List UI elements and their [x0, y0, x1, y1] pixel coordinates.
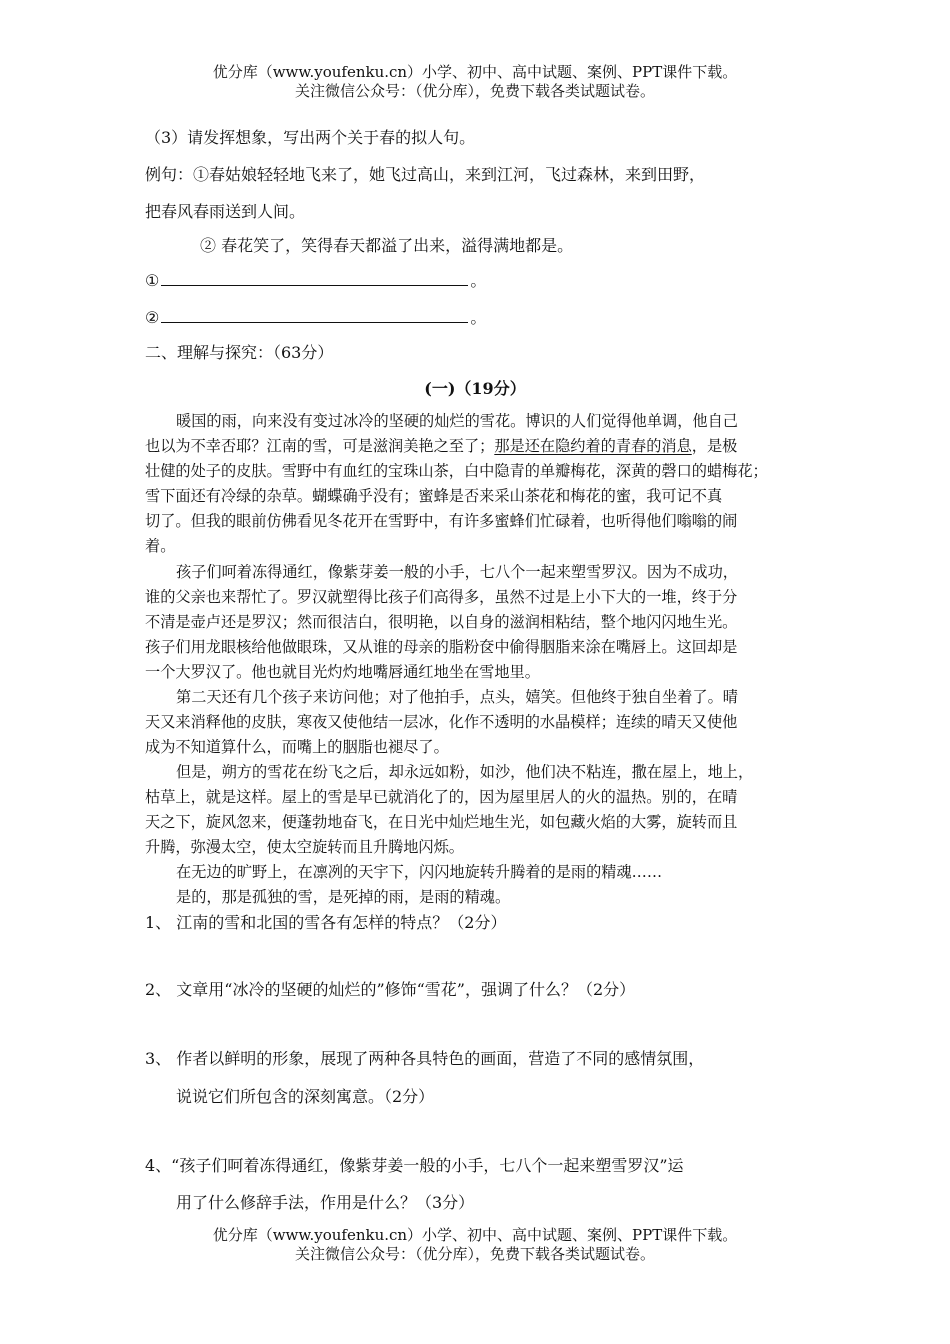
passage-line: 雪下面还有冷绿的杂草。蝴蝶确乎没有；蜜蜂是否来采山茶花和梅花的蜜，我可记不真	[145, 487, 723, 505]
task3-example-line-2: 把春风春雨送到人间。	[145, 202, 306, 221]
blank-1-label: ①	[145, 271, 160, 290]
question-2: 2、 文章用“冰冷的坚硬的灿烂的”修饰“雪花”，强调了什么？（2分）	[145, 980, 636, 999]
question-1: 1、 江南的雪和北国的雪各有怎样的特点？（2分）	[145, 913, 507, 932]
question-3-line-2: 说说它们所包含的深刻寓意。（2分）	[176, 1087, 435, 1106]
passage-line: 不清是壶卢还是罗汉；然而很洁白，很明艳，以自身的滋润相粘结，整个地闪闪地生光。	[145, 613, 738, 631]
page-footer	[0, 1226, 950, 1264]
underlined-phrase: 那是还在隐约着的青春的消息	[494, 437, 692, 455]
passage-line: 但是，朔方的雪花在纷飞之后，却永远如粉，如沙，他们决不粘连，撒在屋上，地上，	[176, 763, 754, 781]
question-4-line-1: 4、“孩子们呵着冻得通红，像紫芽姜一般的小手，七八个一起来塑雪罗汉”运	[145, 1156, 684, 1175]
passage-line: 是的，那是孤独的雪，是死掉的雨，是雨的精魂。	[176, 888, 511, 906]
task3-prompt: （3）请发挥想象，写出两个关于春的拟人句。	[145, 128, 476, 147]
passage-line: 壮健的处子的皮肤。雪野中有血红的宝珠山茶，白中隐青的单瓣梅花，深黄的磬口的蜡梅花；	[145, 462, 768, 480]
passage-line: 成为不知道算什么，而嘴上的胭脂也褪尽了。	[145, 738, 449, 756]
header-line-2: 关注微信公众号：（优分库），免费下载各类试题试卷。	[294, 82, 655, 100]
passage-line: 一个大罗汉了。他也就目光灼灼地嘴唇通红地坐在雪地里。	[145, 663, 540, 681]
question-4-line-2: 用了什么修辞手法，作用是什么？（3分）	[176, 1193, 475, 1212]
blank-2-line[interactable]	[161, 308, 468, 323]
header-line-1: 优分库（www.youfenku.cn）小学、初中、高中试题、案例、PPT课件下载。	[212, 63, 738, 81]
passage-line: 天又来消释他的皮肤，寒夜又使他结一层冰，化作不透明的水晶模样；连续的晴天又使他	[145, 713, 738, 731]
section-2-title: 二、理解与探究：（63分）	[145, 343, 334, 362]
blank-2-label: ②	[145, 308, 160, 327]
answer-blank-2[interactable]	[145, 305, 486, 328]
passage-text: ，是极	[691, 437, 738, 455]
passage-line: 谁的父亲也来帮忙了。罗汉就塑得比孩子们高得多，虽然不过是上小下大的一堆，终于分	[145, 588, 738, 606]
passage-line: 在无边的旷野上，在凛冽的天宇下，闪闪地旋转升腾着的是雨的精魂……	[176, 863, 662, 881]
passage-line: 暖国的雨，向来没有变过冰冷的坚硬的灿烂的雪花。博识的人们觉得他单调，他自己	[176, 412, 738, 430]
answer-blank-1[interactable]	[145, 268, 486, 291]
blank-2-end: 。	[470, 308, 487, 327]
passage-line: 枯草上，就是这样。屋上的雪是早已就消化了的，因为屋里居人的火的温热。别的，在晴	[145, 788, 738, 806]
passage-line: 着。	[145, 537, 176, 555]
passage-line: 孩子们用龙眼核给他做眼珠，又从谁的母亲的脂粉奁中偷得胭脂来涂在嘴唇上。这回却是	[145, 638, 738, 656]
footer-line-2: 关注微信公众号：（优分库），免费下载各类试题试卷。	[294, 1245, 655, 1263]
passage-line: 第二天还有几个孩子来访问他；对了他拍手，点头，嬉笑。但他终于独自坐着了。晴	[176, 688, 738, 706]
passage-text: 也以为不幸否耶？江南的雪，可是滋润美艳之至了；	[145, 437, 495, 455]
blank-1-line[interactable]	[161, 271, 468, 286]
blank-1-end: 。	[470, 271, 487, 290]
question-3-line-1: 3、 作者以鲜明的形象，展现了两种各具特色的画面，营造了不同的感情氛围，	[145, 1049, 705, 1068]
footer-line-1: 优分库（www.youfenku.cn）小学、初中、高中试题、案例、PPT课件下载。	[212, 1226, 738, 1244]
passage-line	[145, 435, 737, 456]
part-1-title: (一)（19分）	[424, 379, 526, 398]
passage-line: 孩子们呵着冻得通红，像紫芽姜一般的小手，七八个一起来塑雪罗汉。因为不成功，	[176, 563, 738, 581]
task3-example-line-1: 例句：①春姑娘轻轻地飞来了，她飞过高山，来到江河，飞过森林，来到田野，	[145, 165, 706, 184]
page-header	[0, 63, 950, 101]
passage-line: 切了。但我的眼前仿佛看见冬花开在雪野中，有许多蜜蜂们忙碌着，也听得他们嗡嗡的闹	[145, 512, 738, 530]
task3-example-2: ② 春花笑了，笑得春天都溢了出来，溢得满地都是。	[200, 236, 574, 255]
passage-line: 天之下，旋风忽来，便蓬勃地奋飞，在日光中灿烂地生光，如包藏火焰的大雾，旋转而且	[145, 813, 738, 831]
passage-line: 升腾，弥漫太空，使太空旋转而且升腾地闪烁。	[145, 838, 464, 856]
